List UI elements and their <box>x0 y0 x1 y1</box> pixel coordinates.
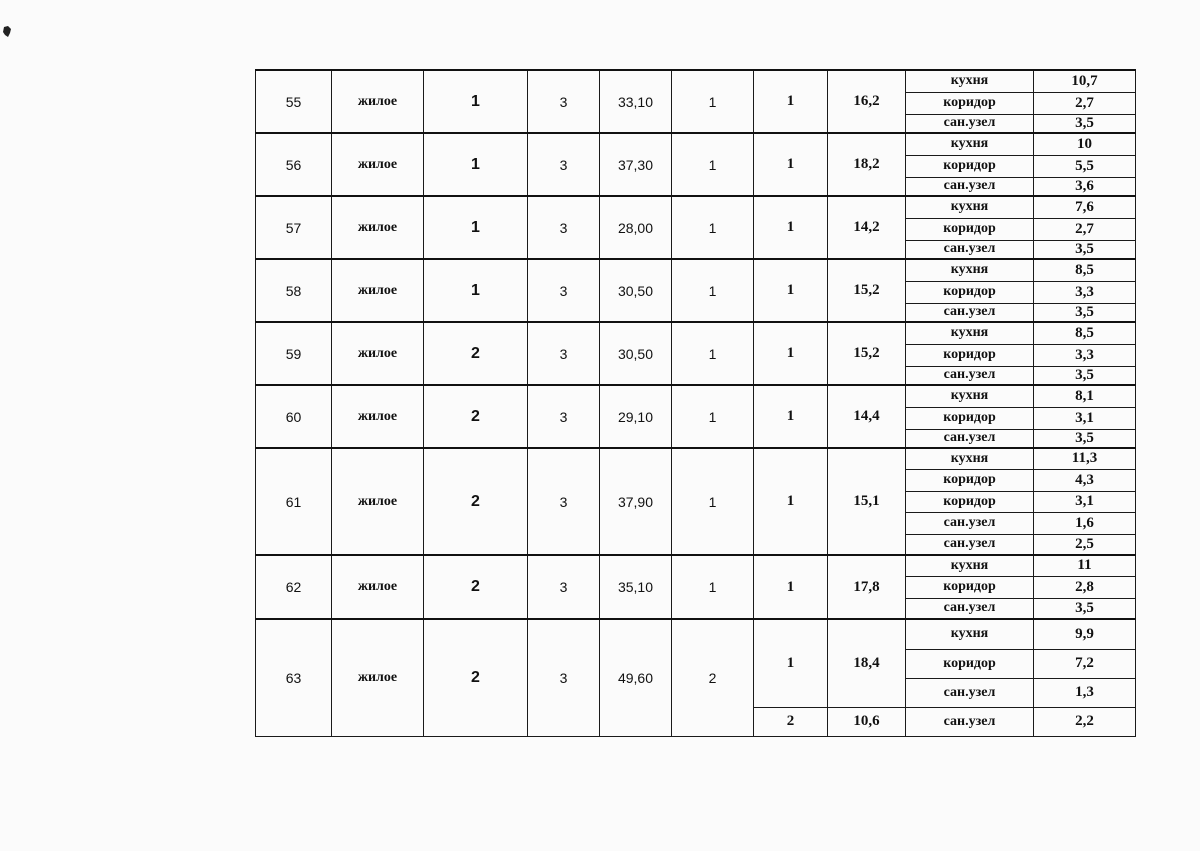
aux-room-name: кухня <box>906 619 1034 649</box>
aux-room-area: 2,7 <box>1034 218 1136 240</box>
aux-room-name: коридор <box>906 92 1034 114</box>
apartment-number: 60 <box>256 385 332 448</box>
living-room-area: 18,4 <box>828 619 906 707</box>
living-room-area: 15,2 <box>828 322 906 385</box>
table-row <box>256 448 1136 469</box>
aux-room-name: сан.узел <box>906 240 1034 259</box>
living-room-number: 1 <box>754 619 828 707</box>
table-row <box>256 322 1136 344</box>
rooms-count: 1 <box>424 259 528 322</box>
living-room-area: 14,4 <box>828 385 906 448</box>
aux-room-name: кухня <box>906 70 1034 92</box>
aux-room-area: 4,3 <box>1034 469 1136 491</box>
aux-room-area: 3,5 <box>1034 114 1136 133</box>
living-rooms-count: 1 <box>672 196 754 259</box>
apartments-table-wrap <box>255 69 1136 737</box>
living-room-number: 1 <box>754 259 828 322</box>
scan-speck <box>2 26 12 38</box>
floor: 3 <box>528 448 600 555</box>
living-room-number: 1 <box>754 196 828 259</box>
aux-room-name: сан.узел <box>906 303 1034 322</box>
rooms-count: 2 <box>424 322 528 385</box>
table-row <box>256 555 1136 576</box>
living-room-number: 2 <box>754 707 828 736</box>
aux-room-area: 3,3 <box>1034 344 1136 366</box>
aux-room-name: коридор <box>906 491 1034 512</box>
table-row <box>256 259 1136 281</box>
aux-room-area: 8,1 <box>1034 385 1136 407</box>
apartment-number: 55 <box>256 70 332 133</box>
living-room-number: 1 <box>754 322 828 385</box>
aux-room-name: сан.узел <box>906 707 1034 736</box>
aux-room-area: 3,1 <box>1034 491 1136 512</box>
floor: 3 <box>528 133 600 196</box>
living-room-number: 1 <box>754 448 828 555</box>
table-row <box>256 133 1136 155</box>
aux-room-area: 2,8 <box>1034 576 1136 598</box>
aux-room-name: сан.узел <box>906 366 1034 385</box>
living-room-area: 15,2 <box>828 259 906 322</box>
living-rooms-count: 1 <box>672 385 754 448</box>
floor: 3 <box>528 385 600 448</box>
living-rooms-count: 1 <box>672 259 754 322</box>
aux-room-area: 3,5 <box>1034 429 1136 448</box>
living-rooms-count: 1 <box>672 322 754 385</box>
rooms-count: 1 <box>424 133 528 196</box>
rooms-count: 2 <box>424 385 528 448</box>
aux-room-name: коридор <box>906 407 1034 429</box>
rooms-count: 1 <box>424 70 528 133</box>
rooms-count: 2 <box>424 619 528 736</box>
apartments-table <box>255 69 1136 737</box>
rooms-count: 1 <box>424 196 528 259</box>
living-room-number: 1 <box>754 385 828 448</box>
aux-room-area: 5,5 <box>1034 155 1136 177</box>
aux-room-name: сан.узел <box>906 678 1034 707</box>
aux-room-name: сан.узел <box>906 429 1034 448</box>
total-area: 28,00 <box>600 196 672 259</box>
total-area: 35,10 <box>600 555 672 619</box>
total-area: 37,90 <box>600 448 672 555</box>
total-area: 29,10 <box>600 385 672 448</box>
aux-room-name: коридор <box>906 218 1034 240</box>
aux-room-area: 2,7 <box>1034 92 1136 114</box>
rooms-count: 2 <box>424 555 528 619</box>
aux-room-area: 3,5 <box>1034 303 1136 322</box>
table-body <box>256 70 1136 736</box>
living-room-number: 1 <box>754 555 828 619</box>
aux-room-area: 8,5 <box>1034 259 1136 281</box>
aux-room-area: 3,3 <box>1034 281 1136 303</box>
floor: 3 <box>528 259 600 322</box>
total-area: 37,30 <box>600 133 672 196</box>
living-rooms-count: 2 <box>672 619 754 736</box>
aux-room-area: 8,5 <box>1034 322 1136 344</box>
aux-room-name: кухня <box>906 133 1034 155</box>
aux-room-area: 1,3 <box>1034 678 1136 707</box>
aux-room-area: 3,5 <box>1034 366 1136 385</box>
table-row <box>256 619 1136 649</box>
total-area: 30,50 <box>600 259 672 322</box>
living-rooms-count: 1 <box>672 448 754 555</box>
apartment-number: 61 <box>256 448 332 555</box>
table-row <box>256 196 1136 218</box>
aux-room-area: 3,6 <box>1034 177 1136 196</box>
aux-room-name: кухня <box>906 322 1034 344</box>
aux-room-area: 11 <box>1034 555 1136 576</box>
aux-room-name: сан.узел <box>906 114 1034 133</box>
total-area: 30,50 <box>600 322 672 385</box>
apartment-number: 59 <box>256 322 332 385</box>
floor: 3 <box>528 619 600 736</box>
apartment-type: жилое <box>332 259 424 322</box>
aux-room-area: 1,6 <box>1034 512 1136 534</box>
aux-room-area: 10,7 <box>1034 70 1136 92</box>
aux-room-name: коридор <box>906 469 1034 491</box>
rooms-count: 2 <box>424 448 528 555</box>
living-rooms-count: 1 <box>672 555 754 619</box>
floor: 3 <box>528 196 600 259</box>
floor: 3 <box>528 555 600 619</box>
apartment-type: жилое <box>332 322 424 385</box>
aux-room-area: 3,5 <box>1034 598 1136 619</box>
apartment-number: 56 <box>256 133 332 196</box>
floor: 3 <box>528 322 600 385</box>
living-rooms-count: 1 <box>672 70 754 133</box>
aux-room-name: кухня <box>906 196 1034 218</box>
living-room-number: 1 <box>754 70 828 133</box>
aux-room-name: сан.узел <box>906 598 1034 619</box>
aux-room-area: 7,2 <box>1034 649 1136 678</box>
aux-room-name: коридор <box>906 281 1034 303</box>
apartment-number: 62 <box>256 555 332 619</box>
aux-room-area: 2,5 <box>1034 534 1136 555</box>
floor: 3 <box>528 70 600 133</box>
aux-room-area: 3,5 <box>1034 240 1136 259</box>
apartment-type: жилое <box>332 619 424 736</box>
aux-room-name: коридор <box>906 576 1034 598</box>
living-room-number: 1 <box>754 133 828 196</box>
living-room-area: 10,6 <box>828 707 906 736</box>
aux-room-name: сан.узел <box>906 177 1034 196</box>
living-room-area: 14,2 <box>828 196 906 259</box>
aux-room-area: 11,3 <box>1034 448 1136 469</box>
apartment-number: 58 <box>256 259 332 322</box>
living-room-area: 16,2 <box>828 70 906 133</box>
aux-room-name: сан.узел <box>906 534 1034 555</box>
aux-room-area: 7,6 <box>1034 196 1136 218</box>
apartment-type: жилое <box>332 555 424 619</box>
aux-room-area: 3,1 <box>1034 407 1136 429</box>
apartment-type: жилое <box>332 448 424 555</box>
apartment-type: жилое <box>332 133 424 196</box>
aux-room-name: кухня <box>906 555 1034 576</box>
apartment-type: жилое <box>332 70 424 133</box>
aux-room-name: коридор <box>906 649 1034 678</box>
aux-room-name: коридор <box>906 155 1034 177</box>
aux-room-name: кухня <box>906 385 1034 407</box>
table-row <box>256 385 1136 407</box>
living-room-area: 15,1 <box>828 448 906 555</box>
aux-room-name: коридор <box>906 344 1034 366</box>
table-row <box>256 70 1136 92</box>
apartment-number: 63 <box>256 619 332 736</box>
aux-room-area: 10 <box>1034 133 1136 155</box>
aux-room-area: 9,9 <box>1034 619 1136 649</box>
living-room-area: 17,8 <box>828 555 906 619</box>
apartment-type: жилое <box>332 196 424 259</box>
aux-room-name: кухня <box>906 448 1034 469</box>
aux-room-name: сан.узел <box>906 512 1034 534</box>
total-area: 33,10 <box>600 70 672 133</box>
apartment-type: жилое <box>332 385 424 448</box>
living-room-area: 18,2 <box>828 133 906 196</box>
living-rooms-count: 1 <box>672 133 754 196</box>
total-area: 49,60 <box>600 619 672 736</box>
aux-room-name: кухня <box>906 259 1034 281</box>
aux-room-area: 2,2 <box>1034 707 1136 736</box>
apartment-number: 57 <box>256 196 332 259</box>
